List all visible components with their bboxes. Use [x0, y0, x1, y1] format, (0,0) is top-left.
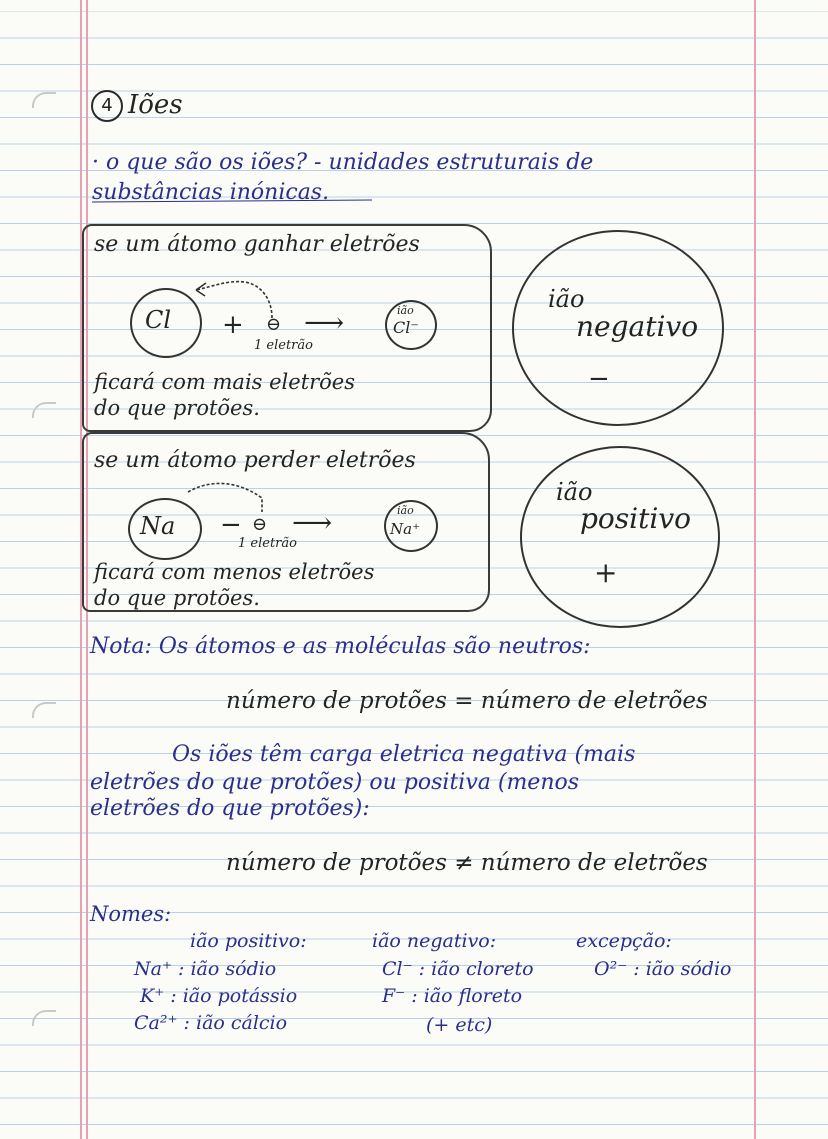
- gain-result-line-2: do que protões.: [94, 396, 260, 420]
- positive-sign: +: [594, 556, 618, 589]
- nomes-title: Nomes:: [90, 902, 172, 926]
- reaction-arrow: ⟶: [304, 306, 345, 339]
- ion-symbol: Na⁺: [390, 520, 420, 538]
- positive-ions-header: ião positivo:: [190, 930, 307, 952]
- plus-sign: +: [222, 310, 244, 340]
- electron-symbol: ⊖: [266, 314, 282, 335]
- electron-arrowhead-gain: [196, 283, 206, 296]
- atom-symbol: Cl: [145, 306, 172, 334]
- negative-ions-header: ião negativo:: [372, 930, 497, 952]
- positive-ion-item: Na⁺ : ião sódio: [134, 958, 277, 980]
- electron-label: 1 eletrão: [254, 338, 313, 353]
- positive-circle-label-2: positivo: [580, 502, 691, 535]
- charge-paragraph-line-1: Os iões têm carga eletrica negativa (mais: [172, 742, 636, 767]
- equation-neutral: número de protões = número de eletrões: [226, 688, 708, 714]
- atom-symbol: Na: [140, 512, 176, 540]
- charge-paragraph-line-2: eletrões do que protões) ou positiva (menos: [90, 770, 580, 795]
- negative-sign: −: [588, 364, 610, 394]
- negative-circle-label-2: negativo: [576, 310, 699, 343]
- negative-ion-item: (+ etc): [426, 1014, 493, 1036]
- equation-ions: número de protões ≠ número de eletrões: [226, 850, 708, 876]
- negative-ion-item: Cl⁻ : ião cloreto: [382, 958, 534, 980]
- lose-result-line-2: do que protões.: [94, 586, 260, 610]
- underline-substancias: [92, 200, 372, 202]
- question-line-2: substâncias inónicas.: [92, 180, 330, 205]
- question-line-1: · o que são os iões? - unidades estruturais de: [92, 150, 594, 175]
- reaction-arrow: ⟶: [292, 506, 333, 539]
- exception-header: excepção:: [576, 930, 672, 952]
- nota-line: Nota: Os átomos e as moléculas são neutros:: [90, 634, 591, 659]
- electron-symbol: ⊖: [252, 514, 268, 535]
- negative-ion-item: F⁻ : ião floreto: [382, 985, 523, 1007]
- electron-path-gain: [196, 282, 272, 318]
- ion-label: ião: [397, 504, 414, 517]
- exception-item: O²⁻ : ião sódio: [594, 958, 732, 980]
- gain-result-line-1: ficará com mais eletrões: [94, 370, 356, 394]
- negative-circle-label-1: ião: [548, 285, 585, 313]
- electron-path-lose: [188, 483, 262, 512]
- section-number: 4: [101, 95, 113, 116]
- lose-result-line-1: ficará com menos eletrões: [94, 560, 375, 584]
- gain-title: se um átomo ganhar eletrões: [94, 232, 420, 257]
- positive-circle-label-1: ião: [556, 478, 593, 506]
- ion-symbol: Cl⁻: [393, 318, 419, 337]
- electron-label: 1 eletrão: [238, 536, 297, 551]
- positive-ion-item: Ca²⁺ : ião cálcio: [134, 1012, 288, 1034]
- charge-paragraph-line-3: eletrões do que protões):: [90, 796, 370, 821]
- ion-label: ião: [397, 304, 414, 317]
- positive-ion-item: K⁺ : ião potássio: [140, 985, 298, 1007]
- minus-sign: −: [220, 510, 242, 540]
- page-title: Iões: [128, 90, 183, 120]
- lose-title: se um átomo perder eletrões: [94, 448, 416, 473]
